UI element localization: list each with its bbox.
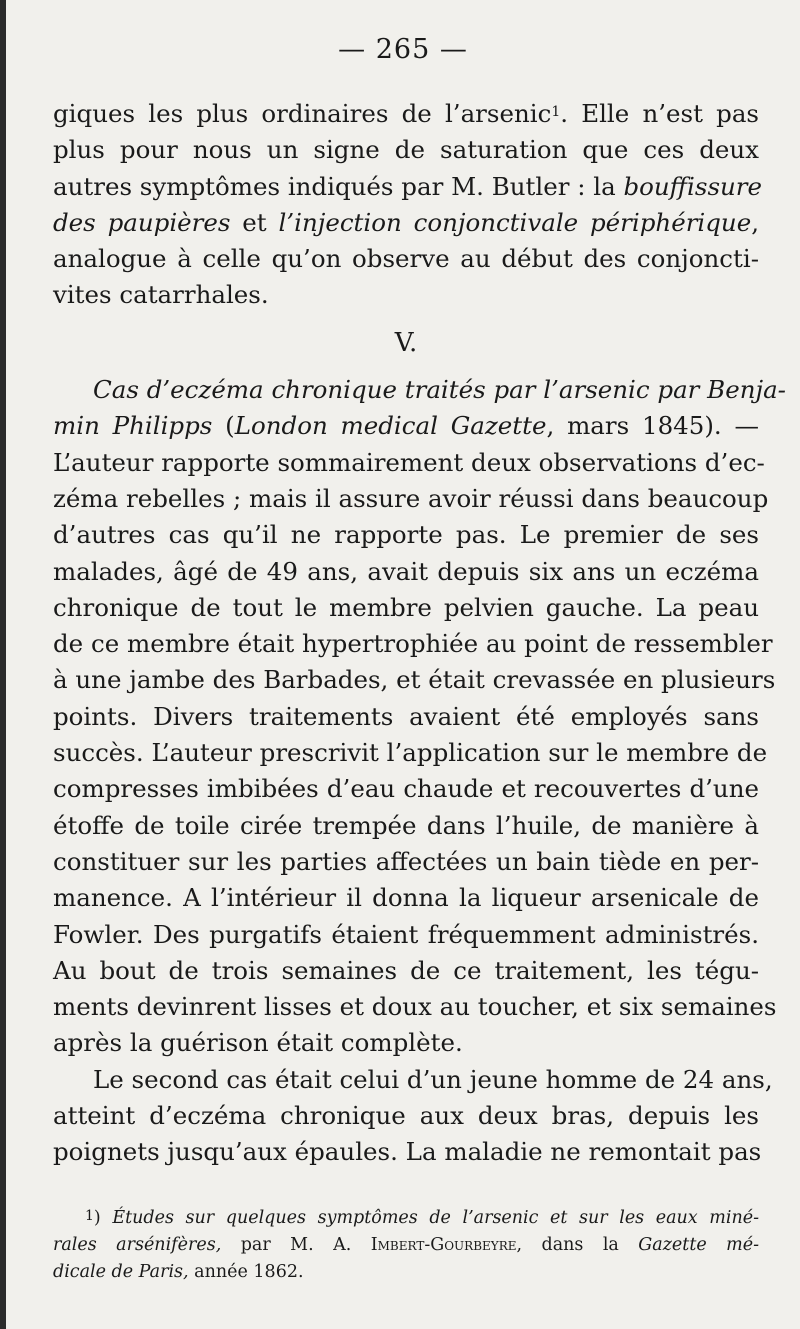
body-line xyxy=(53,277,759,313)
footnote-marker: 1 xyxy=(551,104,561,120)
body-line xyxy=(53,445,765,481)
text-segment: giques les plus ordinaires de l’arsenic xyxy=(53,99,552,128)
text-segment: Au bout de trois semaines de ce traitement, les tégu- xyxy=(53,955,759,985)
text-segment: , dans la xyxy=(516,1235,639,1255)
footnote xyxy=(53,1205,759,1286)
body-line xyxy=(53,590,759,626)
text-segment: Le second cas était celui d’un jeune homme de 24 ans, xyxy=(93,1064,773,1094)
text-segment: année 1862. xyxy=(188,1262,304,1282)
text-segment: Fowler. Des purgatifs étaient fréquemment administrés. xyxy=(53,919,759,949)
text-segment: de ce membre était hypertrophiée au point de ressembler xyxy=(53,629,773,659)
text-segment: vites catarrhales. xyxy=(53,280,269,310)
text-segment: Imbert-Gourbeyre xyxy=(370,1235,517,1255)
text-segment: L’auteur rapporte sommairement deux observations d’ec- xyxy=(53,447,765,477)
text-segment: autres symptômes indiqués par M. Butler : la xyxy=(53,171,624,201)
body-line xyxy=(53,953,759,989)
text-segment: à une jambe des Barbades, et était crevassée en plusieurs xyxy=(53,665,776,695)
body-line xyxy=(53,1098,759,1134)
body-line xyxy=(53,844,759,880)
text-segment: succès. L’auteur prescrivit l’application sur le membre de xyxy=(53,738,768,768)
body-line xyxy=(53,771,759,807)
text-segment: constituer sur les parties affectées un bain tiède en per- xyxy=(53,846,759,876)
italic-text: Cas d’eczéma chronique traités par l’arsenic par Benja- xyxy=(93,375,786,405)
text-segment: plus pour nous un signe de saturation que ces deux xyxy=(53,135,759,165)
footnote-line xyxy=(53,1259,759,1286)
text-segment: V. xyxy=(394,327,418,358)
text-segment: poignets jusqu’aux épaules. La maladie ne remontait pas xyxy=(53,1137,762,1167)
text-segment: étoffe de toile cirée trempée dans l’huile, de manière à xyxy=(53,810,759,840)
italic-text: London medical Gazette xyxy=(234,411,547,441)
body-line xyxy=(53,372,786,408)
text-segment: . Elle n’est pas xyxy=(560,99,759,128)
body-line xyxy=(53,626,773,662)
body-line xyxy=(53,205,759,241)
body-line xyxy=(53,1062,773,1098)
italic-text: min Philipps xyxy=(53,411,213,441)
footnote-marker: 1 xyxy=(85,1208,94,1224)
text-segment: points. Divers traitements avaient été employés sans xyxy=(53,701,759,731)
text-segment: manence. A l’intérieur il donna la liqueur arsenicale de xyxy=(53,883,759,913)
body-line xyxy=(53,132,759,168)
text-segment: ( xyxy=(212,411,235,441)
text-segment: , mars 1845). — xyxy=(546,411,759,441)
body-line xyxy=(53,662,776,698)
section-heading xyxy=(53,325,759,361)
body-line xyxy=(53,735,768,771)
body-line xyxy=(53,699,759,735)
italic-text: rales arsénifères, xyxy=(53,1235,222,1255)
body-line xyxy=(53,241,759,277)
italic-text: Gazette mé- xyxy=(638,1235,760,1255)
text-segment: ments devinrent lisses et doux au toucher, et six semaines xyxy=(53,992,777,1022)
italic-text: l’injection conjonctivale périphérique xyxy=(278,207,752,237)
italic-text: dicale de Paris, xyxy=(53,1262,189,1282)
text-segment: et xyxy=(230,207,279,237)
body-line xyxy=(53,554,759,590)
body-line xyxy=(53,1025,759,1061)
page-number: — 265 — xyxy=(338,34,468,65)
text-segment: chronique de tout le membre pelvien gauche. La peau xyxy=(53,592,759,622)
body-line xyxy=(53,1134,762,1170)
text-segment: par M. A. xyxy=(221,1235,371,1255)
body-line xyxy=(53,808,759,844)
body-line xyxy=(53,169,763,205)
text-segment: après la guérison était complète. xyxy=(53,1028,463,1058)
body-line xyxy=(53,880,759,916)
body-line xyxy=(53,481,769,517)
text-segment: compresses imbibées d’eau chaude et recouvertes d’une xyxy=(53,774,759,804)
text-segment: , xyxy=(751,207,759,237)
text-segment: analogue à celle qu’on observe au début des conjoncti- xyxy=(53,244,759,274)
italic-text: des paupières xyxy=(53,207,231,237)
body-line xyxy=(53,408,759,444)
body-line xyxy=(53,917,759,953)
italic-text: Études sur quelques symptômes de l’arsenic et sur les eaux miné- xyxy=(112,1208,760,1228)
footnote-line xyxy=(53,1205,759,1232)
text-segment: ) xyxy=(93,1208,113,1228)
text-segment: malades, âgé de 49 ans, avait depuis six ans un eczéma xyxy=(53,556,759,586)
text-segment: atteint d’eczéma chronique aux deux bras, depuis les xyxy=(53,1101,759,1131)
italic-text: bouffissure xyxy=(623,171,763,201)
footnote-line xyxy=(53,1232,759,1259)
text-segment: zéma rebelles ; mais il assure avoir réussi dans beaucoup xyxy=(53,483,769,513)
body-text xyxy=(53,96,786,1171)
body-line xyxy=(53,96,759,132)
body-line xyxy=(53,989,777,1025)
body-line xyxy=(53,517,759,553)
text-segment: d’autres cas qu’il ne rapporte pas. Le premier de ses xyxy=(53,520,759,550)
